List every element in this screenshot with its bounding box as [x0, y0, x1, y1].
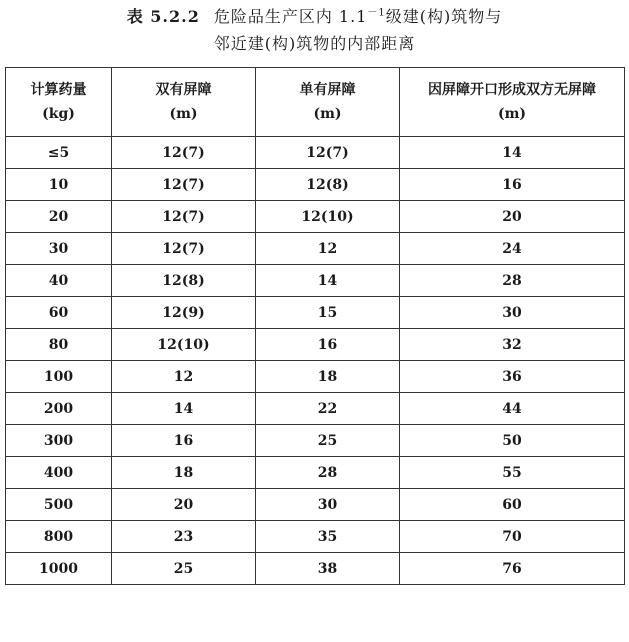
cell-single-barrier: 12(7) [256, 137, 400, 169]
cell-charge: 400 [6, 457, 112, 489]
cell-double-barrier: 12 [112, 361, 256, 393]
header-label: 因屏障开口形成双方无屏障 [428, 82, 596, 98]
table-row [6, 361, 625, 393]
cell-double-barrier: 12(7) [112, 169, 256, 201]
table-row [6, 393, 625, 425]
table-row [6, 201, 625, 233]
cell-double-barrier: 12(9) [112, 297, 256, 329]
table-row [6, 553, 625, 585]
cell-single-barrier: 14 [256, 265, 400, 297]
caption-title-suffix: 级建(构)筑物与 [385, 7, 503, 26]
header-label: 单有屏障 [299, 82, 356, 98]
cell-no-barrier: 20 [400, 201, 625, 233]
cell-double-barrier: 12(7) [112, 137, 256, 169]
header-unit: (m) [169, 106, 198, 122]
header-row [6, 68, 625, 137]
cell-single-barrier: 38 [256, 553, 400, 585]
cell-charge: 1000 [6, 553, 112, 585]
cell-no-barrier: 24 [400, 233, 625, 265]
cell-double-barrier: 12(10) [112, 329, 256, 361]
cell-charge: 40 [6, 265, 112, 297]
distance-table [5, 67, 625, 585]
cell-no-barrier: 55 [400, 457, 625, 489]
header-single-barrier [256, 68, 400, 137]
table-row [6, 233, 625, 265]
cell-charge: 100 [6, 361, 112, 393]
table-caption [0, 4, 629, 27]
cell-charge: 20 [6, 201, 112, 233]
header-calculated-charge [6, 68, 112, 137]
cell-single-barrier: 28 [256, 457, 400, 489]
cell-double-barrier: 20 [112, 489, 256, 521]
cell-single-barrier: 15 [256, 297, 400, 329]
caption-title-prefix: 危险品生产区内 1.1 [213, 7, 368, 26]
cell-single-barrier: 12 [256, 233, 400, 265]
cell-double-barrier: 23 [112, 521, 256, 553]
header-unit: (m) [313, 106, 342, 122]
cell-no-barrier: 36 [400, 361, 625, 393]
table-row [6, 329, 625, 361]
cell-double-barrier: 14 [112, 393, 256, 425]
header-double-barrier [112, 68, 256, 137]
cell-single-barrier: 22 [256, 393, 400, 425]
caption-superscript: －1 [367, 7, 386, 19]
cell-no-barrier: 30 [400, 297, 625, 329]
cell-no-barrier: 16 [400, 169, 625, 201]
cell-charge: 10 [6, 169, 112, 201]
cell-charge: 800 [6, 521, 112, 553]
table-row [6, 297, 625, 329]
table-row [6, 489, 625, 521]
cell-no-barrier: 60 [400, 489, 625, 521]
cell-double-barrier: 12(7) [112, 201, 256, 233]
table-caption-continued: 邻近建(构)筑物的内部距离 [213, 34, 416, 53]
cell-single-barrier: 18 [256, 361, 400, 393]
table-row [6, 457, 625, 489]
cell-single-barrier: 30 [256, 489, 400, 521]
cell-no-barrier: 28 [400, 265, 625, 297]
cell-charge: 30 [6, 233, 112, 265]
header-unit: (kg) [42, 106, 75, 122]
cell-charge: 80 [6, 329, 112, 361]
cell-double-barrier: 16 [112, 425, 256, 457]
cell-double-barrier: 25 [112, 553, 256, 585]
header-label: 计算药量 [30, 82, 87, 98]
cell-no-barrier: 44 [400, 393, 625, 425]
table-number: 表 5.2.2 [126, 7, 200, 26]
cell-no-barrier: 70 [400, 521, 625, 553]
cell-charge: 200 [6, 393, 112, 425]
cell-single-barrier: 12(10) [256, 201, 400, 233]
cell-no-barrier: 76 [400, 553, 625, 585]
table-row [6, 169, 625, 201]
cell-single-barrier: 12(8) [256, 169, 400, 201]
table-row [6, 265, 625, 297]
table-row [6, 521, 625, 553]
cell-double-barrier: 18 [112, 457, 256, 489]
cell-single-barrier: 25 [256, 425, 400, 457]
table-row [6, 137, 625, 169]
header-no-barrier-opening [400, 68, 625, 137]
header-unit: (m) [497, 106, 527, 122]
cell-charge: ≤5 [6, 137, 112, 169]
cell-charge: 60 [6, 297, 112, 329]
cell-single-barrier: 35 [256, 521, 400, 553]
cell-single-barrier: 16 [256, 329, 400, 361]
cell-double-barrier: 12(8) [112, 265, 256, 297]
cell-charge: 300 [6, 425, 112, 457]
table-row [6, 425, 625, 457]
cell-no-barrier: 14 [400, 137, 625, 169]
cell-no-barrier: 32 [400, 329, 625, 361]
header-label: 双有屏障 [155, 82, 212, 98]
cell-double-barrier: 12(7) [112, 233, 256, 265]
cell-charge: 500 [6, 489, 112, 521]
cell-no-barrier: 50 [400, 425, 625, 457]
